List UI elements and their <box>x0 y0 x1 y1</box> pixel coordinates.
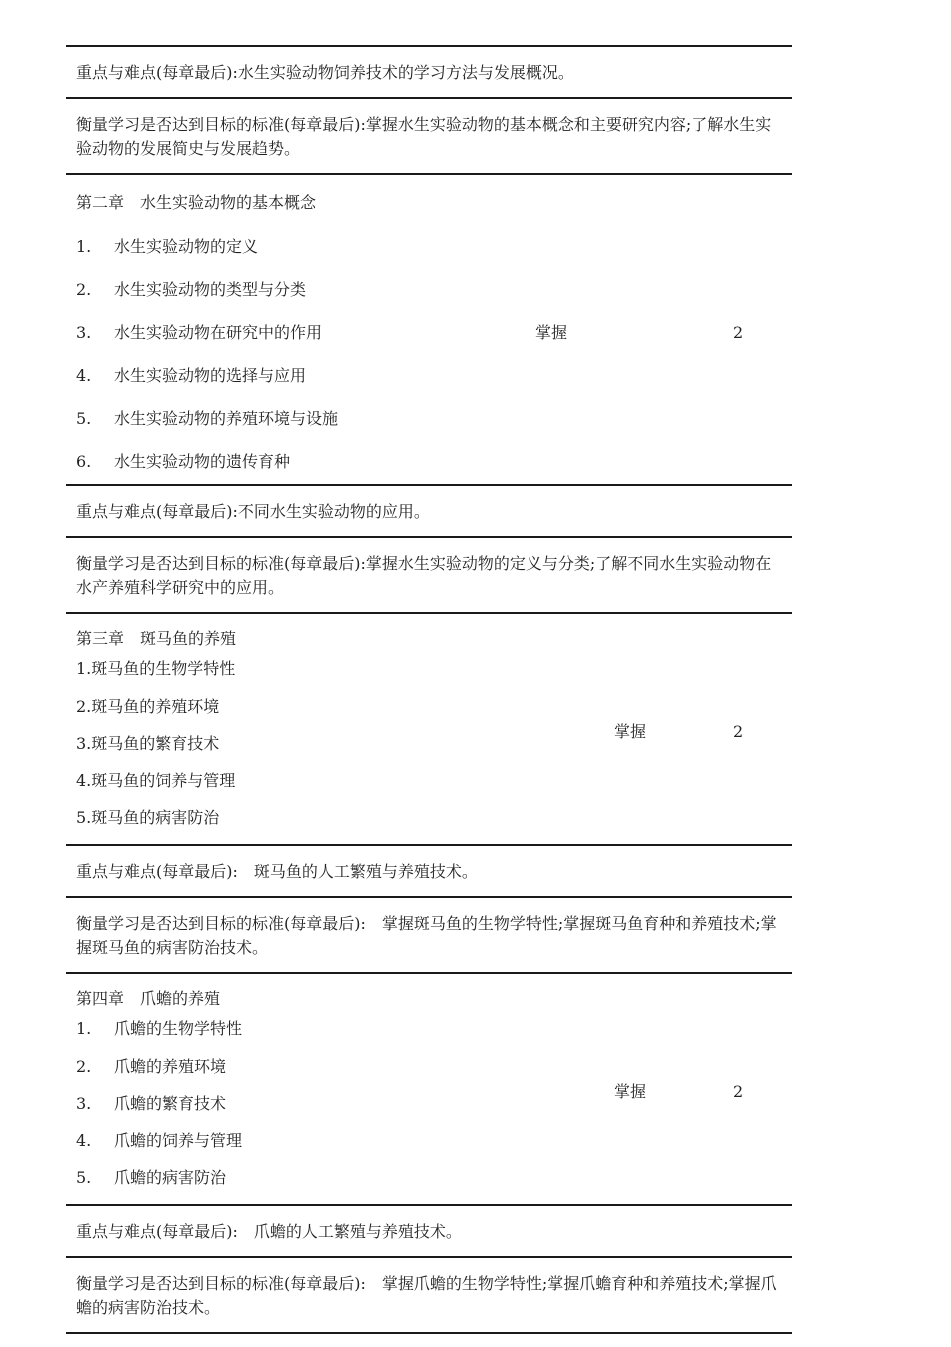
list-item: 4. 爪蟾的饲养与管理 <box>76 1131 243 1150</box>
list-item: 4.斑马鱼的饲养与管理 <box>76 771 236 790</box>
requirement-cell: 掌握 <box>614 1082 647 1101</box>
assessment-standard-note: 衡量学习是否达到目标的标准(每章最后): 掌握爪蟾的生物学特性;掌握爪蟾育种和养殖技术;掌握爪蟾的病害防治技术。 <box>76 1274 777 1317</box>
key-points-note: 重点与难点(每章最后):水生实验动物饲养技术的学习方法与发展概况。 <box>76 63 574 82</box>
list-item: 1. 爪蟾的生物学特性 <box>76 1019 243 1038</box>
chapter-3-row <box>66 614 792 844</box>
chapter-3-title: 第三章 斑马鱼的养殖 <box>76 629 237 648</box>
chapter-4-row <box>66 974 792 1204</box>
list-item: 4. 水生实验动物的选择与应用 <box>76 366 307 385</box>
assessment-standard-note: 衡量学习是否达到目标的标准(每章最后):掌握水生实验动物的定义与分类;了解不同水生实验动物在水产养殖科学研究中的应用。 <box>76 554 772 597</box>
list-item: 5. 水生实验动物的养殖环境与设施 <box>76 409 339 428</box>
key-points-note: 重点与难点(每章最后): 斑马鱼的人工繁殖与养殖技术。 <box>76 862 478 881</box>
list-item: 2. 水生实验动物的类型与分类 <box>76 280 307 299</box>
key-points-note: 重点与难点(每章最后):不同水生实验动物的应用。 <box>76 502 430 521</box>
list-item: 5. 爪蟾的病害防治 <box>76 1168 227 1187</box>
requirement-cell: 掌握 <box>614 722 647 741</box>
table-rule <box>66 1332 792 1334</box>
list-item: 6. 水生实验动物的遗传育种 <box>76 452 291 471</box>
chapter-2-row <box>66 175 792 484</box>
chapter-4-title: 第四章 爪蟾的养殖 <box>76 989 221 1008</box>
requirement-cell: 掌握 <box>535 323 568 342</box>
list-item: 3.斑马鱼的繁育技术 <box>76 734 220 753</box>
syllabus-table <box>66 45 792 1334</box>
list-item: 2.斑马鱼的养殖环境 <box>76 697 220 716</box>
list-item: 1. 水生实验动物的定义 <box>76 237 259 256</box>
hours-cell: 2 <box>733 323 744 342</box>
list-item: 3. 爪蟾的繁育技术 <box>76 1094 227 1113</box>
assessment-standard-note: 衡量学习是否达到目标的标准(每章最后): 掌握斑马鱼的生物学特性;掌握斑马鱼育种和养殖技术;掌握斑马鱼的病害防治技术。 <box>76 914 777 957</box>
hours-cell: 2 <box>733 722 744 741</box>
list-item: 5.斑马鱼的病害防治 <box>76 808 220 827</box>
key-points-note: 重点与难点(每章最后): 爪蟾的人工繁殖与养殖技术。 <box>76 1222 462 1241</box>
hours-cell: 2 <box>733 1082 744 1101</box>
assessment-standard-note: 衡量学习是否达到目标的标准(每章最后):掌握水生实验动物的基本概念和主要研究内容;了解水生实验动物的发展简史与发展趋势。 <box>76 115 772 158</box>
list-item: 3. 水生实验动物在研究中的作用 <box>76 323 323 342</box>
list-item: 2. 爪蟾的养殖环境 <box>76 1057 227 1076</box>
list-item: 1.斑马鱼的生物学特性 <box>76 659 236 678</box>
chapter-2-title: 第二章 水生实验动物的基本概念 <box>76 193 317 212</box>
